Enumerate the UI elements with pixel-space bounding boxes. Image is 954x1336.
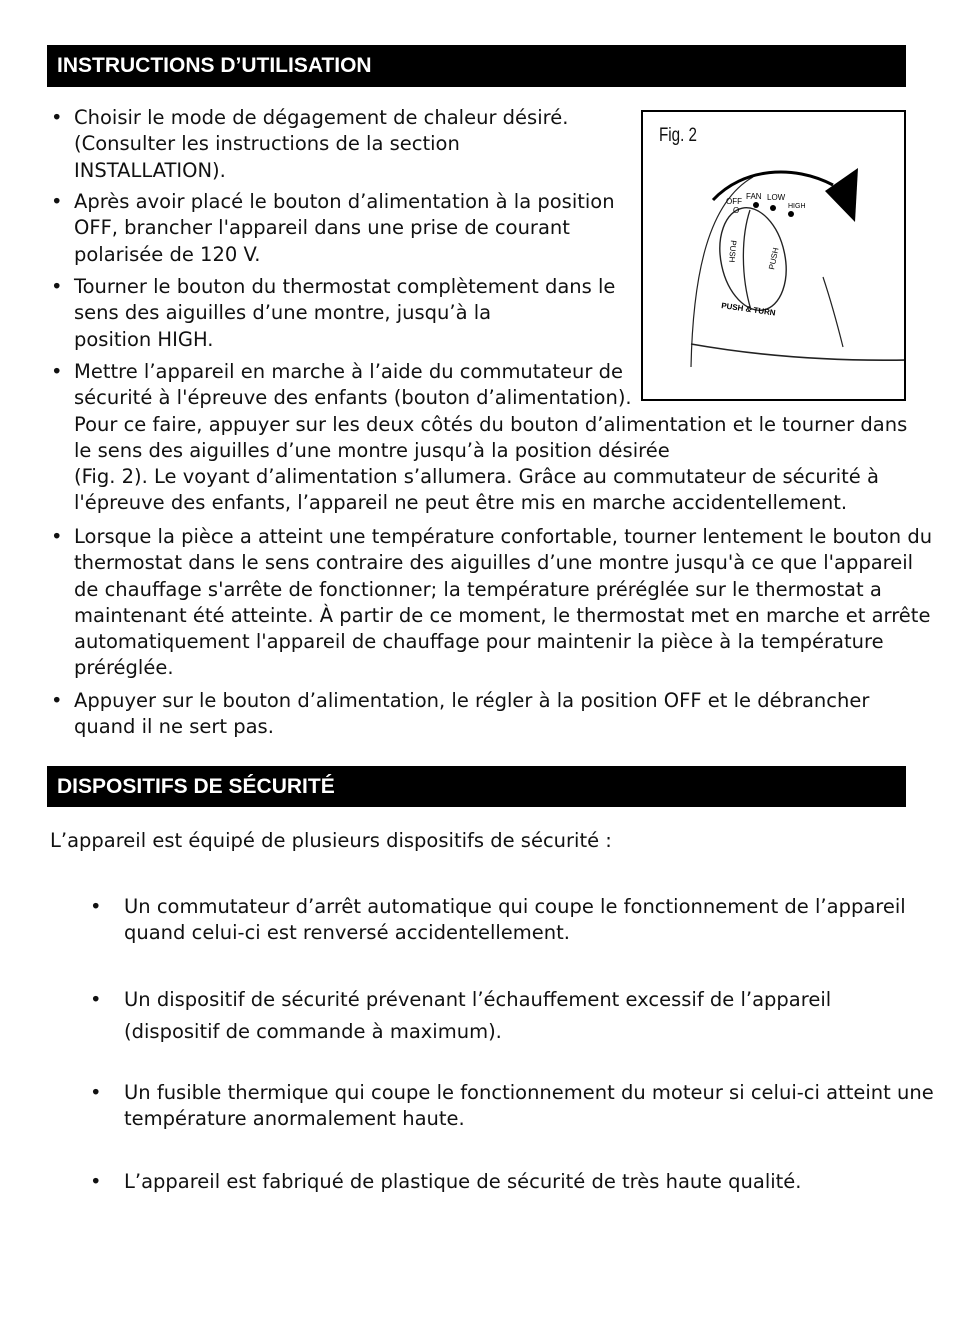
text-line: le sens des aiguilles d’une montre jusqu’à la position désirée bbox=[74, 438, 670, 462]
thermostat-illustration bbox=[643, 112, 904, 399]
text-line: maintenant été atteinte. À partir de ce moment, le thermostat met en marche et arrête bbox=[74, 603, 931, 627]
position-label-high: HIGH bbox=[788, 203, 806, 210]
text-line: Après avoir placé le bouton d’alimentation à la position bbox=[74, 190, 615, 213]
figure-thermostat bbox=[641, 110, 906, 401]
list-item bbox=[51, 274, 616, 353]
bullet-icon: • bbox=[51, 360, 63, 383]
section-heading-safety bbox=[47, 766, 906, 807]
list-item bbox=[51, 688, 870, 741]
position-label-off: OFF bbox=[726, 197, 742, 206]
text-line: (dispositif de commande à maximum). bbox=[124, 1020, 502, 1043]
text-line: Pour ce faire, appuyer sur les deux côtés du bouton d’alimentation et le tourner dans bbox=[74, 412, 908, 436]
list-item bbox=[90, 984, 832, 1048]
list-item bbox=[51, 189, 615, 268]
list-item bbox=[90, 1080, 934, 1132]
text-line: de chauffage s'arrête de fonctionner; la température préréglée sur le thermostat a bbox=[74, 577, 882, 601]
bullet-icon: • bbox=[51, 689, 63, 712]
bullet-icon: • bbox=[51, 106, 63, 129]
text-line: Choisir le mode de dégagement de chaleur désiré. bbox=[74, 106, 569, 129]
text-line: thermostat dans le sens contraire des aiguilles d’une montre jusqu'à ce que l'appareil bbox=[74, 551, 914, 575]
bullet-icon: • bbox=[51, 275, 63, 298]
text-line: Un dispositif de sécurité prévenant l’échauffement excessif de l’appareil bbox=[124, 988, 832, 1011]
body-base-curve bbox=[691, 344, 904, 360]
bullet-icon: • bbox=[51, 190, 63, 213]
bullet-icon: • bbox=[90, 988, 102, 1011]
text-line: position HIGH. bbox=[74, 327, 214, 351]
push-label-right: PUSH bbox=[767, 246, 781, 271]
text-line: (Fig. 2). Le voyant d’alimentation s’allumera. Grâce au commutateur de sécurité à bbox=[74, 465, 879, 489]
knob-outline bbox=[711, 201, 795, 316]
body-right-curve bbox=[823, 277, 843, 347]
position-dot-low bbox=[770, 205, 776, 211]
section-heading-text: DISPOSITIFS DE SÉCURITÉ bbox=[57, 774, 335, 798]
bullet-icon: • bbox=[90, 1081, 102, 1104]
text-line: température anormalement haute. bbox=[124, 1107, 465, 1130]
text-line: Un commutateur d’arrêt automatique qui coupe le fonctionnement de l’appareil bbox=[124, 895, 906, 918]
position-label-low: LOW bbox=[767, 193, 786, 202]
text-line: Un fusible thermique qui coupe le fonctionnement du moteur si celui-ci atteint une bbox=[124, 1081, 934, 1104]
text-line: OFF, brancher l'appareil dans une prise de courant bbox=[74, 216, 570, 240]
text-line: INSTALLATION). bbox=[74, 158, 226, 182]
section-heading-instructions bbox=[47, 45, 906, 87]
list-item bbox=[90, 1169, 802, 1195]
knob-ridge bbox=[743, 210, 751, 310]
bullet-icon: • bbox=[90, 1170, 102, 1193]
bullet-icon: • bbox=[90, 895, 102, 918]
text-line: Appuyer sur le bouton d’alimentation, le régler à la position OFF et le débrancher bbox=[74, 689, 870, 712]
text-line: polarisée de 120 V. bbox=[74, 242, 261, 266]
text-line: Mettre l’appareil en marche à l’aide du commutateur de bbox=[74, 360, 623, 383]
text-line: quand il ne sert pas. bbox=[74, 715, 274, 739]
off-symbol: O bbox=[733, 206, 740, 215]
text-line: Tourner le bouton du thermostat complètement dans le bbox=[74, 275, 616, 298]
text-line: Lorsque la pièce a atteint une température confortable, tourner lentement le bouton du bbox=[74, 525, 933, 548]
figure-label: Fig. 2 bbox=[659, 125, 698, 146]
text-line: préréglée. bbox=[74, 656, 174, 680]
push-label-left: PUSH bbox=[727, 239, 738, 263]
bullet-icon: • bbox=[51, 525, 63, 548]
section-heading-text: INSTRUCTIONS D’UTILISATION bbox=[57, 54, 372, 77]
text-line: l'épreuve des enfants, l’appareil ne peut être mis en marche accidentellement. bbox=[74, 491, 848, 515]
text-line: quand celui-ci est renversé accidentellement. bbox=[124, 921, 570, 944]
list-item bbox=[51, 105, 569, 184]
push-turn-label: PUSH & TURN bbox=[720, 301, 777, 318]
text-line: automatiquement l'appareil de chauffage pour maintenir la pièce à la température bbox=[74, 630, 884, 654]
position-dot-fan bbox=[753, 202, 759, 208]
position-label-fan: FAN bbox=[746, 192, 762, 201]
turn-arrow-icon bbox=[825, 168, 858, 222]
text-line: sens des aiguilles d’une montre, jusqu’à la bbox=[74, 301, 492, 325]
text-line: (Consulter les instructions de la section bbox=[74, 132, 460, 156]
safety-intro: L’appareil est équipé de plusieurs dispositifs de sécurité : bbox=[50, 829, 612, 852]
position-dot-high bbox=[788, 211, 794, 217]
list-item bbox=[51, 524, 933, 682]
text-line: sécurité à l'épreuve des enfants (bouton d’alimentation). bbox=[74, 386, 632, 410]
text-line: L’appareil est fabriqué de plastique de sécurité de très haute qualité. bbox=[124, 1170, 802, 1193]
list-item bbox=[90, 894, 906, 946]
